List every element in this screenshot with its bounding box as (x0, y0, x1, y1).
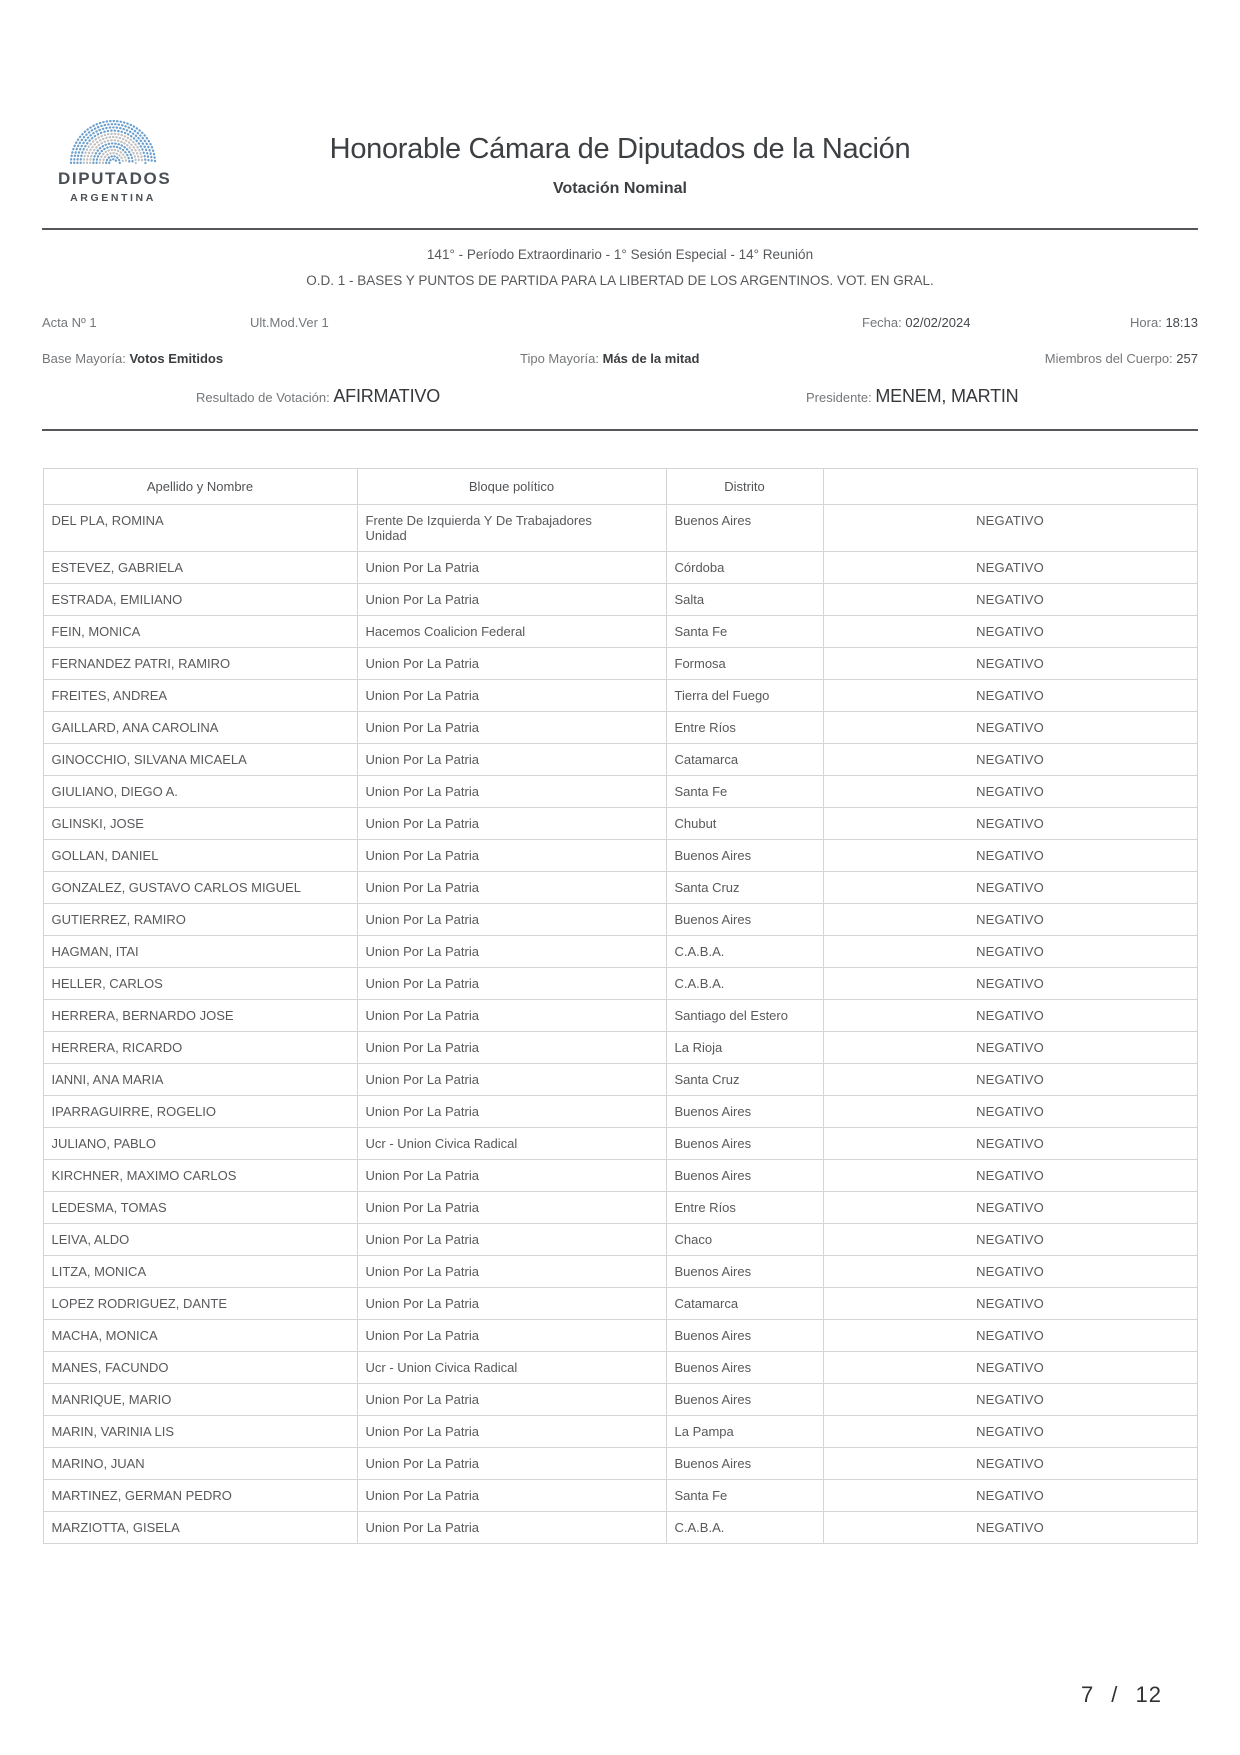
district: Santiago del Estero (666, 1000, 823, 1032)
resultado-value: AFIRMATIVO (333, 386, 441, 406)
table-row (43, 840, 1197, 872)
political-bloc: Frente De Izquierda Y De Trabajadores Unidad (357, 505, 666, 552)
table-row (43, 936, 1197, 968)
vote-value: NEGATIVO (823, 1416, 1197, 1448)
hora-field (1130, 315, 1198, 330)
political-bloc: Union Por La Patria (357, 744, 666, 776)
district: Catamarca (666, 744, 823, 776)
district: C.A.B.A. (666, 936, 823, 968)
district: C.A.B.A. (666, 968, 823, 1000)
page-title: Honorable Cámara de Diputados de la Nación (329, 133, 911, 165)
table-row (43, 1000, 1197, 1032)
political-bloc: Union Por La Patria (357, 712, 666, 744)
ult-mod-ver: Ult.Mod.Ver 1 (250, 315, 329, 330)
deputy-name: MARTINEZ, GERMAN PEDRO (43, 1480, 357, 1512)
table-row (43, 968, 1197, 1000)
vote-value: NEGATIVO (823, 1224, 1197, 1256)
vote-value: NEGATIVO (823, 1064, 1197, 1096)
base-mayoria-value: Votos Emitidos (129, 351, 224, 366)
fecha-label: Fecha: (862, 315, 902, 330)
col-header-distrito: Distrito (666, 469, 823, 505)
deputy-name: GINOCCHIO, SILVANA MICAELA (43, 744, 357, 776)
session-info-line: 141° - Período Extraordinario - 1° Sesión Especial - 14° Reunión (426, 247, 814, 262)
political-bloc: Union Por La Patria (357, 1288, 666, 1320)
table-row (43, 1256, 1197, 1288)
table-row (43, 552, 1197, 584)
political-bloc: Union Por La Patria (357, 904, 666, 936)
table-row (43, 904, 1197, 936)
political-bloc: Union Por La Patria (357, 1320, 666, 1352)
presidente-field (806, 385, 1018, 409)
table-row (43, 648, 1197, 680)
district: La Rioja (666, 1032, 823, 1064)
page-subtitle: Votación Nominal (553, 180, 687, 197)
district: Santa Fe (666, 616, 823, 648)
political-bloc: Union Por La Patria (357, 1160, 666, 1192)
table-row (43, 1128, 1197, 1160)
political-bloc: Union Por La Patria (357, 552, 666, 584)
vote-value: NEGATIVO (823, 680, 1197, 712)
political-bloc: Union Por La Patria (357, 776, 666, 808)
vote-value: NEGATIVO (823, 552, 1197, 584)
vote-value: NEGATIVO (823, 1320, 1197, 1352)
table-row (43, 808, 1197, 840)
district: Buenos Aires (666, 904, 823, 936)
district: Formosa (666, 648, 823, 680)
table-row (43, 1224, 1197, 1256)
district: Chubut (666, 808, 823, 840)
political-bloc: Union Por La Patria (357, 1384, 666, 1416)
col-header-voto (823, 469, 1197, 505)
deputy-name: LOPEZ RODRIGUEZ, DANTE (43, 1288, 357, 1320)
table-row (43, 1192, 1197, 1224)
vote-value: NEGATIVO (823, 968, 1197, 1000)
district: La Pampa (666, 1416, 823, 1448)
logo-text-diputados: DIPUTADOS (58, 169, 172, 188)
political-bloc: Union Por La Patria (357, 1256, 666, 1288)
vote-value: NEGATIVO (823, 1000, 1197, 1032)
deputy-name: LEDESMA, TOMAS (43, 1192, 357, 1224)
deputy-name: HERRERA, BERNARDO JOSE (43, 1000, 357, 1032)
vote-value: NEGATIVO (823, 1480, 1197, 1512)
table-row (43, 1352, 1197, 1384)
table-row (43, 744, 1197, 776)
tipo-mayoria-value: Más de la mitad (602, 351, 700, 366)
vote-value: NEGATIVO (823, 1384, 1197, 1416)
district: Buenos Aires (666, 1448, 823, 1480)
deputy-name: GONZALEZ, GUSTAVO CARLOS MIGUEL (43, 872, 357, 904)
vote-value: NEGATIVO (823, 808, 1197, 840)
district: Buenos Aires (666, 1352, 823, 1384)
district: Salta (666, 584, 823, 616)
political-bloc: Union Por La Patria (357, 840, 666, 872)
deputy-name: MANES, FACUNDO (43, 1352, 357, 1384)
political-bloc: Union Por La Patria (357, 1512, 666, 1544)
deputy-name: FEIN, MONICA (43, 616, 357, 648)
table-row (43, 776, 1197, 808)
title-block (42, 0, 1198, 199)
deputy-name: JULIANO, PABLO (43, 1128, 357, 1160)
order-of-day-line: O.D. 1 - BASES Y PUNTOS DE PARTIDA PARA LA LIBERTAD DE LOS ARGENTINOS. VOT. EN GRAL. (306, 273, 934, 288)
vote-value: NEGATIVO (823, 1192, 1197, 1224)
diputados-logo (58, 116, 172, 204)
tipo-mayoria-label: Tipo Mayoría: (520, 351, 599, 366)
hemicycle-logo-icon (63, 116, 163, 166)
political-bloc: Union Por La Patria (357, 1000, 666, 1032)
deputy-name: HAGMAN, ITAI (43, 936, 357, 968)
deputy-name: KIRCHNER, MAXIMO CARLOS (43, 1160, 357, 1192)
miembros-field (1045, 351, 1198, 366)
miembros-value: 257 (1176, 351, 1198, 366)
district: Chaco (666, 1224, 823, 1256)
vote-value: NEGATIVO (823, 1352, 1197, 1384)
table-row (43, 680, 1197, 712)
political-bloc: Union Por La Patria (357, 1416, 666, 1448)
base-mayoria-field (42, 351, 223, 366)
acta-number: Acta Nº 1 (42, 315, 97, 330)
deputy-name: DEL PLA, ROMINA (43, 505, 357, 552)
vote-value: NEGATIVO (823, 616, 1197, 648)
vote-value: NEGATIVO (823, 840, 1197, 872)
fecha-value: 02/02/2024 (905, 315, 971, 330)
political-bloc: Union Por La Patria (357, 1096, 666, 1128)
page-number: 7 / 12 (1080, 1682, 1162, 1707)
vote-value: NEGATIVO (823, 648, 1197, 680)
deputy-name: HELLER, CARLOS (43, 968, 357, 1000)
vote-value: NEGATIVO (823, 505, 1197, 552)
table-row (43, 872, 1197, 904)
presidente-label: Presidente: (806, 390, 872, 405)
district: Buenos Aires (666, 1128, 823, 1160)
table-row (43, 505, 1197, 552)
hora-label: Hora: (1130, 315, 1162, 330)
table-row (43, 712, 1197, 744)
deputy-name: ESTEVEZ, GABRIELA (43, 552, 357, 584)
district: Buenos Aires (666, 1320, 823, 1352)
political-bloc: Hacemos Coalicion Federal (357, 616, 666, 648)
vote-value: NEGATIVO (823, 1256, 1197, 1288)
political-bloc: Union Por La Patria (357, 1448, 666, 1480)
deputy-name: GUTIERREZ, RAMIRO (43, 904, 357, 936)
vote-value: NEGATIVO (823, 1160, 1197, 1192)
vote-value: NEGATIVO (823, 1448, 1197, 1480)
district: Tierra del Fuego (666, 680, 823, 712)
presidente-value: MENEM, MARTIN (875, 386, 1019, 406)
deputy-name: HERRERA, RICARDO (43, 1032, 357, 1064)
table-row (43, 1320, 1197, 1352)
votes-table (43, 468, 1198, 1544)
col-header-bloque: Bloque político (357, 469, 666, 505)
political-bloc: Union Por La Patria (357, 872, 666, 904)
vote-value: NEGATIVO (823, 1128, 1197, 1160)
deputy-name: FREITES, ANDREA (43, 680, 357, 712)
base-mayoria-label: Base Mayoría: (42, 351, 126, 366)
district: Entre Ríos (666, 712, 823, 744)
resultado-field (196, 385, 440, 409)
deputy-name: FERNANDEZ PATRI, RAMIRO (43, 648, 357, 680)
divider-top (42, 228, 1198, 230)
vote-value: NEGATIVO (823, 1288, 1197, 1320)
district: Santa Fe (666, 776, 823, 808)
table-row (43, 1096, 1197, 1128)
political-bloc: Union Por La Patria (357, 1480, 666, 1512)
political-bloc: Ucr - Union Civica Radical (357, 1352, 666, 1384)
district: Buenos Aires (666, 840, 823, 872)
political-bloc: Union Por La Patria (357, 1192, 666, 1224)
divider-bottom (42, 429, 1198, 431)
deputy-name: IANNI, ANA MARIA (43, 1064, 357, 1096)
deputy-name: GIULIANO, DIEGO A. (43, 776, 357, 808)
district: Catamarca (666, 1288, 823, 1320)
tipo-mayoria-field (520, 351, 699, 366)
deputy-name: MARIN, VARINIA LIS (43, 1416, 357, 1448)
vote-value: NEGATIVO (823, 712, 1197, 744)
political-bloc: Ucr - Union Civica Radical (357, 1128, 666, 1160)
col-header-apellido: Apellido y Nombre (43, 469, 357, 505)
vote-value: NEGATIVO (823, 744, 1197, 776)
hora-value: 18:13 (1165, 315, 1198, 330)
district: Buenos Aires (666, 1384, 823, 1416)
district: Buenos Aires (666, 505, 823, 552)
deputy-name: IPARRAGUIRRE, ROGELIO (43, 1096, 357, 1128)
table-row (43, 1032, 1197, 1064)
deputy-name: ESTRADA, EMILIANO (43, 584, 357, 616)
district: Santa Cruz (666, 1064, 823, 1096)
table-body (43, 505, 1197, 1544)
table-row (43, 1384, 1197, 1416)
political-bloc: Union Por La Patria (357, 1224, 666, 1256)
district: Córdoba (666, 552, 823, 584)
district: Buenos Aires (666, 1096, 823, 1128)
table-row (43, 616, 1197, 648)
deputy-name: GOLLAN, DANIEL (43, 840, 357, 872)
political-bloc: Union Por La Patria (357, 648, 666, 680)
district: C.A.B.A. (666, 1512, 823, 1544)
deputy-name: MACHA, MONICA (43, 1320, 357, 1352)
fecha-field (862, 315, 970, 330)
district: Santa Fe (666, 1480, 823, 1512)
table-row (43, 1480, 1197, 1512)
table-row (43, 1288, 1197, 1320)
miembros-label: Miembros del Cuerpo: (1044, 351, 1173, 366)
political-bloc: Union Por La Patria (357, 680, 666, 712)
political-bloc: Union Por La Patria (357, 968, 666, 1000)
vote-value: NEGATIVO (823, 1096, 1197, 1128)
table-row (43, 584, 1197, 616)
political-bloc: Union Por La Patria (357, 1064, 666, 1096)
deputy-name: MARINO, JUAN (43, 1448, 357, 1480)
deputy-name: MARZIOTTA, GISELA (43, 1512, 357, 1544)
deputy-name: GAILLARD, ANA CAROLINA (43, 712, 357, 744)
table-row (43, 1160, 1197, 1192)
political-bloc: Union Por La Patria (357, 808, 666, 840)
table-row (43, 1064, 1197, 1096)
vote-value: NEGATIVO (823, 1032, 1197, 1064)
deputy-name: LITZA, MONICA (43, 1256, 357, 1288)
district: Santa Cruz (666, 872, 823, 904)
resultado-label: Resultado de Votación: (196, 390, 330, 405)
vote-value: NEGATIVO (823, 1512, 1197, 1544)
table-row (43, 1448, 1197, 1480)
political-bloc: Union Por La Patria (357, 936, 666, 968)
table-row (43, 1512, 1197, 1544)
logo-text-argentina: ARGENTINA (70, 192, 156, 204)
vote-value: NEGATIVO (823, 776, 1197, 808)
deputy-name: MANRIQUE, MARIO (43, 1384, 357, 1416)
table-header-row (43, 469, 1197, 505)
vote-value: NEGATIVO (823, 904, 1197, 936)
vote-metadata (42, 313, 1198, 429)
deputy-name: LEIVA, ALDO (43, 1224, 357, 1256)
table-row (43, 1416, 1197, 1448)
district: Buenos Aires (666, 1256, 823, 1288)
district: Buenos Aires (666, 1160, 823, 1192)
political-bloc: Union Por La Patria (357, 1032, 666, 1064)
vote-value: NEGATIVO (823, 872, 1197, 904)
vote-value: NEGATIVO (823, 584, 1197, 616)
political-bloc: Union Por La Patria (357, 584, 666, 616)
vote-value: NEGATIVO (823, 936, 1197, 968)
deputy-name: GLINSKI, JOSE (43, 808, 357, 840)
district: Entre Ríos (666, 1192, 823, 1224)
